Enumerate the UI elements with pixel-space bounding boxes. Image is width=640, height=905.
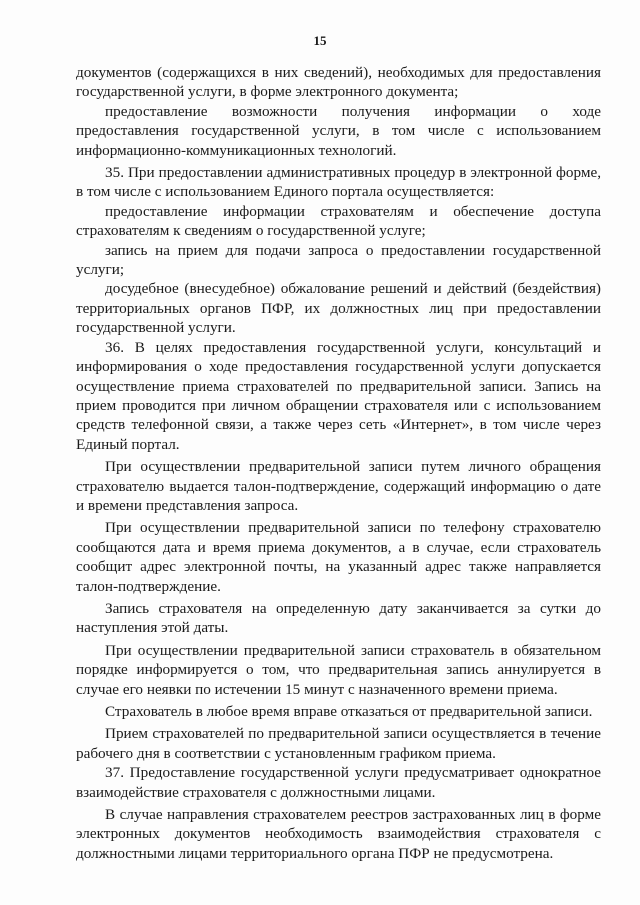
paragraph-continuation: документов (содержащихся в них сведений), необходимых для предоставления государственной услуги, в форме электронного документа; (76, 64, 601, 101)
paragraph-booking-deadline: Запись страхователя на определенную дату заканчивается за сутки до наступления этой даты. (76, 599, 601, 637)
paragraph-appointment: запись на прием для подачи запроса о предоставлении государственной услуги; (76, 241, 601, 279)
body-text (76, 63, 601, 863)
paragraph-35: 35. При предоставлении административных процедур в электронной форме, в том числе с использованием Единого портала осуществляется: (76, 164, 601, 201)
paragraph-personal-visit: При осуществлении предварительной записи путем личного обращения страхователю выдается талон-подтверждение, содержащий информацию о дате и времени представления запроса. (76, 458, 601, 514)
paragraph-37: 37. Предоставление государственной услуги предусматривает однократное взаимодействие страхователя с должностными лицами. (76, 764, 601, 801)
paragraph-36: 36. В целях предоставления государственной услуги, консультаций и информирования о ходе предоставления государственной услуги допускается осуществление приема страхователей по предварительной записи. Запись на прием проводится при личном обращении страхователя или с использованием средств телефонной связи, а также через сеть «Интернет», в том числе через Единый портал. (76, 338, 601, 453)
paragraph-electronic-registers: В случае направления страхователем реестров застрахованных лиц в форме электронных документов необходимость взаимодействия страхователя с должностными лицами территориального органа ПФР не предусмотрена. (76, 806, 601, 862)
paragraph-progress-info: предоставление возможности получения информации о ходе предоставления государственной услуги, в том числе с использованием информационно-коммуникационных технологий. (76, 102, 601, 159)
paragraph-reception-hours: Прием страхователей по предварительной записи осуществляется в течение рабочего дня в соответствии с установленным графиком приема. (76, 725, 601, 762)
page-number: 15 (313, 33, 327, 48)
paragraph-phone-booking: При осуществлении предварительной записи по телефону страхователю сообщаются дата и время приема документов, а в случае, если страхователь сообщит адрес электронной почты, на указанный адрес также направляется талон-подтверждение. (76, 519, 601, 595)
paragraph-appeal: досудебное (внесудебное) обжалование решений и действий (бездействия) территориальных органов ПФР, их должностных лиц при предоставлении государственной услуги. (76, 280, 601, 337)
paragraph-no-show: При осуществлении предварительной записи страхователь в обязательном порядке информируется о том, что предварительная запись аннулируется в случае его неявки по истечении 15 минут с назначенного времени приема. (76, 641, 601, 698)
paragraph-info-access: предоставление информации страхователям и обеспечение доступа страхователям к сведениям о государственной услуге; (76, 202, 601, 240)
paragraph-cancel: Страхователь в любое время вправе отказаться от предварительной записи. (105, 703, 593, 720)
